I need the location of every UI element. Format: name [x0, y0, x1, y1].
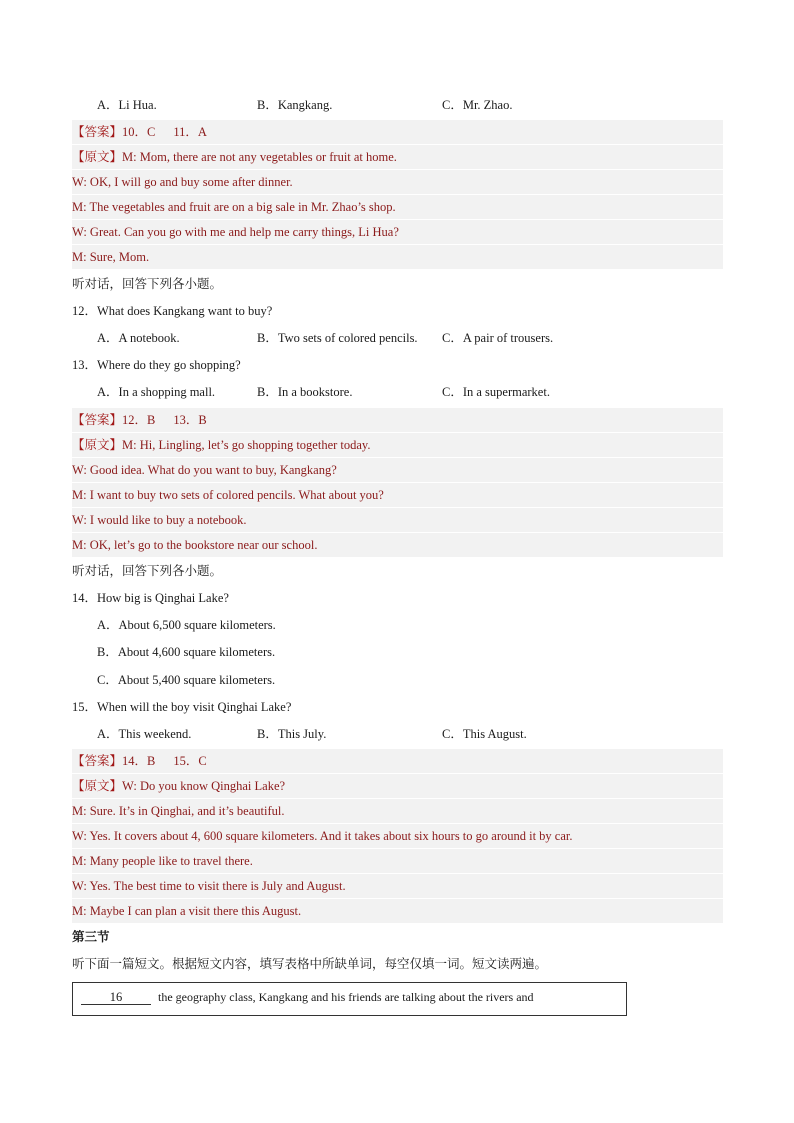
q13-option-a: A．In a shopping mall. — [97, 385, 216, 399]
section-instruction: 听下面一篇短文。根据短文内容，填写表格中所缺单词，每空仅填一词。短文读两遍。 — [72, 956, 548, 971]
q11-option-b: B．Kangkang. — [257, 98, 333, 112]
script-line-text: M: Hi, Lingling, let’s go shopping together today. — [122, 438, 371, 452]
answer-line — [72, 120, 723, 144]
script-line: W: Great. Can you go with me and help me carry things, Li Hua? — [72, 219, 723, 244]
script-line: M: Sure, Mom. — [72, 244, 723, 269]
answer-13: 13．B — [173, 413, 207, 427]
answer-tag: 【答案】 — [72, 125, 123, 139]
table-text: the geography class, Kangkang and his friends are talking about the rivers and — [158, 990, 534, 1004]
script-line: M: Sure. It’s in Qinghai, and it’s beautiful. — [72, 798, 723, 823]
script-line: W: OK, I will go and buy some after dinner. — [72, 169, 723, 194]
section-title: 第三节 — [72, 929, 110, 944]
fill-table — [72, 982, 627, 1016]
q14-option-a: A．About 6,500 square kilometers. — [97, 618, 276, 632]
q14-stem: 14．How big is Qinghai Lake? — [72, 591, 229, 605]
script-line: M: I want to buy two sets of colored pencils. What about you? — [72, 482, 723, 507]
q15-options — [72, 722, 723, 746]
q12-options — [72, 326, 723, 350]
script-line — [72, 144, 723, 169]
script-line: W: Good idea. What do you want to buy, Kangkang? — [72, 457, 723, 482]
q13-options — [72, 380, 723, 404]
script-line: M: OK, let’s go to the bookstore near our school. — [72, 532, 723, 557]
q11-option-c: C．Mr. Zhao. — [442, 98, 513, 112]
q13-stem: 13．Where do they go shopping? — [72, 358, 241, 372]
q14-option-c: C．About 5,400 square kilometers. — [97, 673, 276, 687]
answer-15: 15．C — [173, 754, 207, 768]
script-tag: 【原文】 — [72, 150, 123, 164]
answer-10: 10．C — [122, 125, 156, 139]
instruction-2: 听对话，回答下列各小题。 — [72, 563, 223, 578]
answer-11: 11．A — [173, 125, 207, 139]
answer-block-2 — [72, 408, 723, 557]
script-line — [72, 773, 723, 798]
q15-option-b: B．This July. — [257, 727, 327, 741]
script-line: M: Many people like to travel there. — [72, 848, 723, 873]
script-line: M: Maybe I can plan a visit there this August. — [72, 898, 723, 923]
q11-options — [72, 93, 723, 117]
answer-block-3 — [72, 749, 723, 923]
script-line: M: The vegetables and fruit are on a big sale in Mr. Zhao’s shop. — [72, 194, 723, 219]
answer-12: 12．B — [122, 413, 156, 427]
q12-option-b: B．Two sets of colored pencils. — [257, 331, 418, 345]
blank-16: 16 — [81, 990, 151, 1005]
instruction-1: 听对话，回答下列各小题。 — [72, 276, 223, 291]
script-line: W: I would like to buy a notebook. — [72, 507, 723, 532]
script-tag: 【原文】 — [72, 438, 123, 452]
script-line-text: W: Do you know Qinghai Lake? — [122, 779, 286, 793]
q12-option-a: A．A notebook. — [97, 331, 180, 345]
q13-option-b: B．In a bookstore. — [257, 385, 353, 399]
q12-option-c: C．A pair of trousers. — [442, 331, 554, 345]
q13-option-c: C．In a supermarket. — [442, 385, 550, 399]
answer-line — [72, 749, 723, 773]
script-line: W: Yes. The best time to visit there is July and August. — [72, 873, 723, 898]
q11-option-a: A．Li Hua. — [97, 98, 157, 112]
answer-14: 14．B — [122, 754, 156, 768]
script-tag: 【原文】 — [72, 779, 123, 793]
answer-block-1 — [72, 120, 723, 269]
script-line-text: M: Mom, there are not any vegetables or fruit at home. — [122, 150, 397, 164]
answer-line — [72, 408, 723, 432]
q15-option-a: A．This weekend. — [97, 727, 192, 741]
q15-option-c: C．This August. — [442, 727, 527, 741]
script-line: W: Yes. It covers about 4, 600 square kilometers. And it takes about six hours to go around it by car. — [72, 823, 723, 848]
q12-stem: 12．What does Kangkang want to buy? — [72, 304, 273, 318]
q14-option-b: B．About 4,600 square kilometers. — [97, 645, 276, 659]
answer-tag: 【答案】 — [72, 754, 123, 768]
q15-stem: 15．When will the boy visit Qinghai Lake? — [72, 700, 292, 714]
answer-tag: 【答案】 — [72, 413, 123, 427]
script-line — [72, 432, 723, 457]
